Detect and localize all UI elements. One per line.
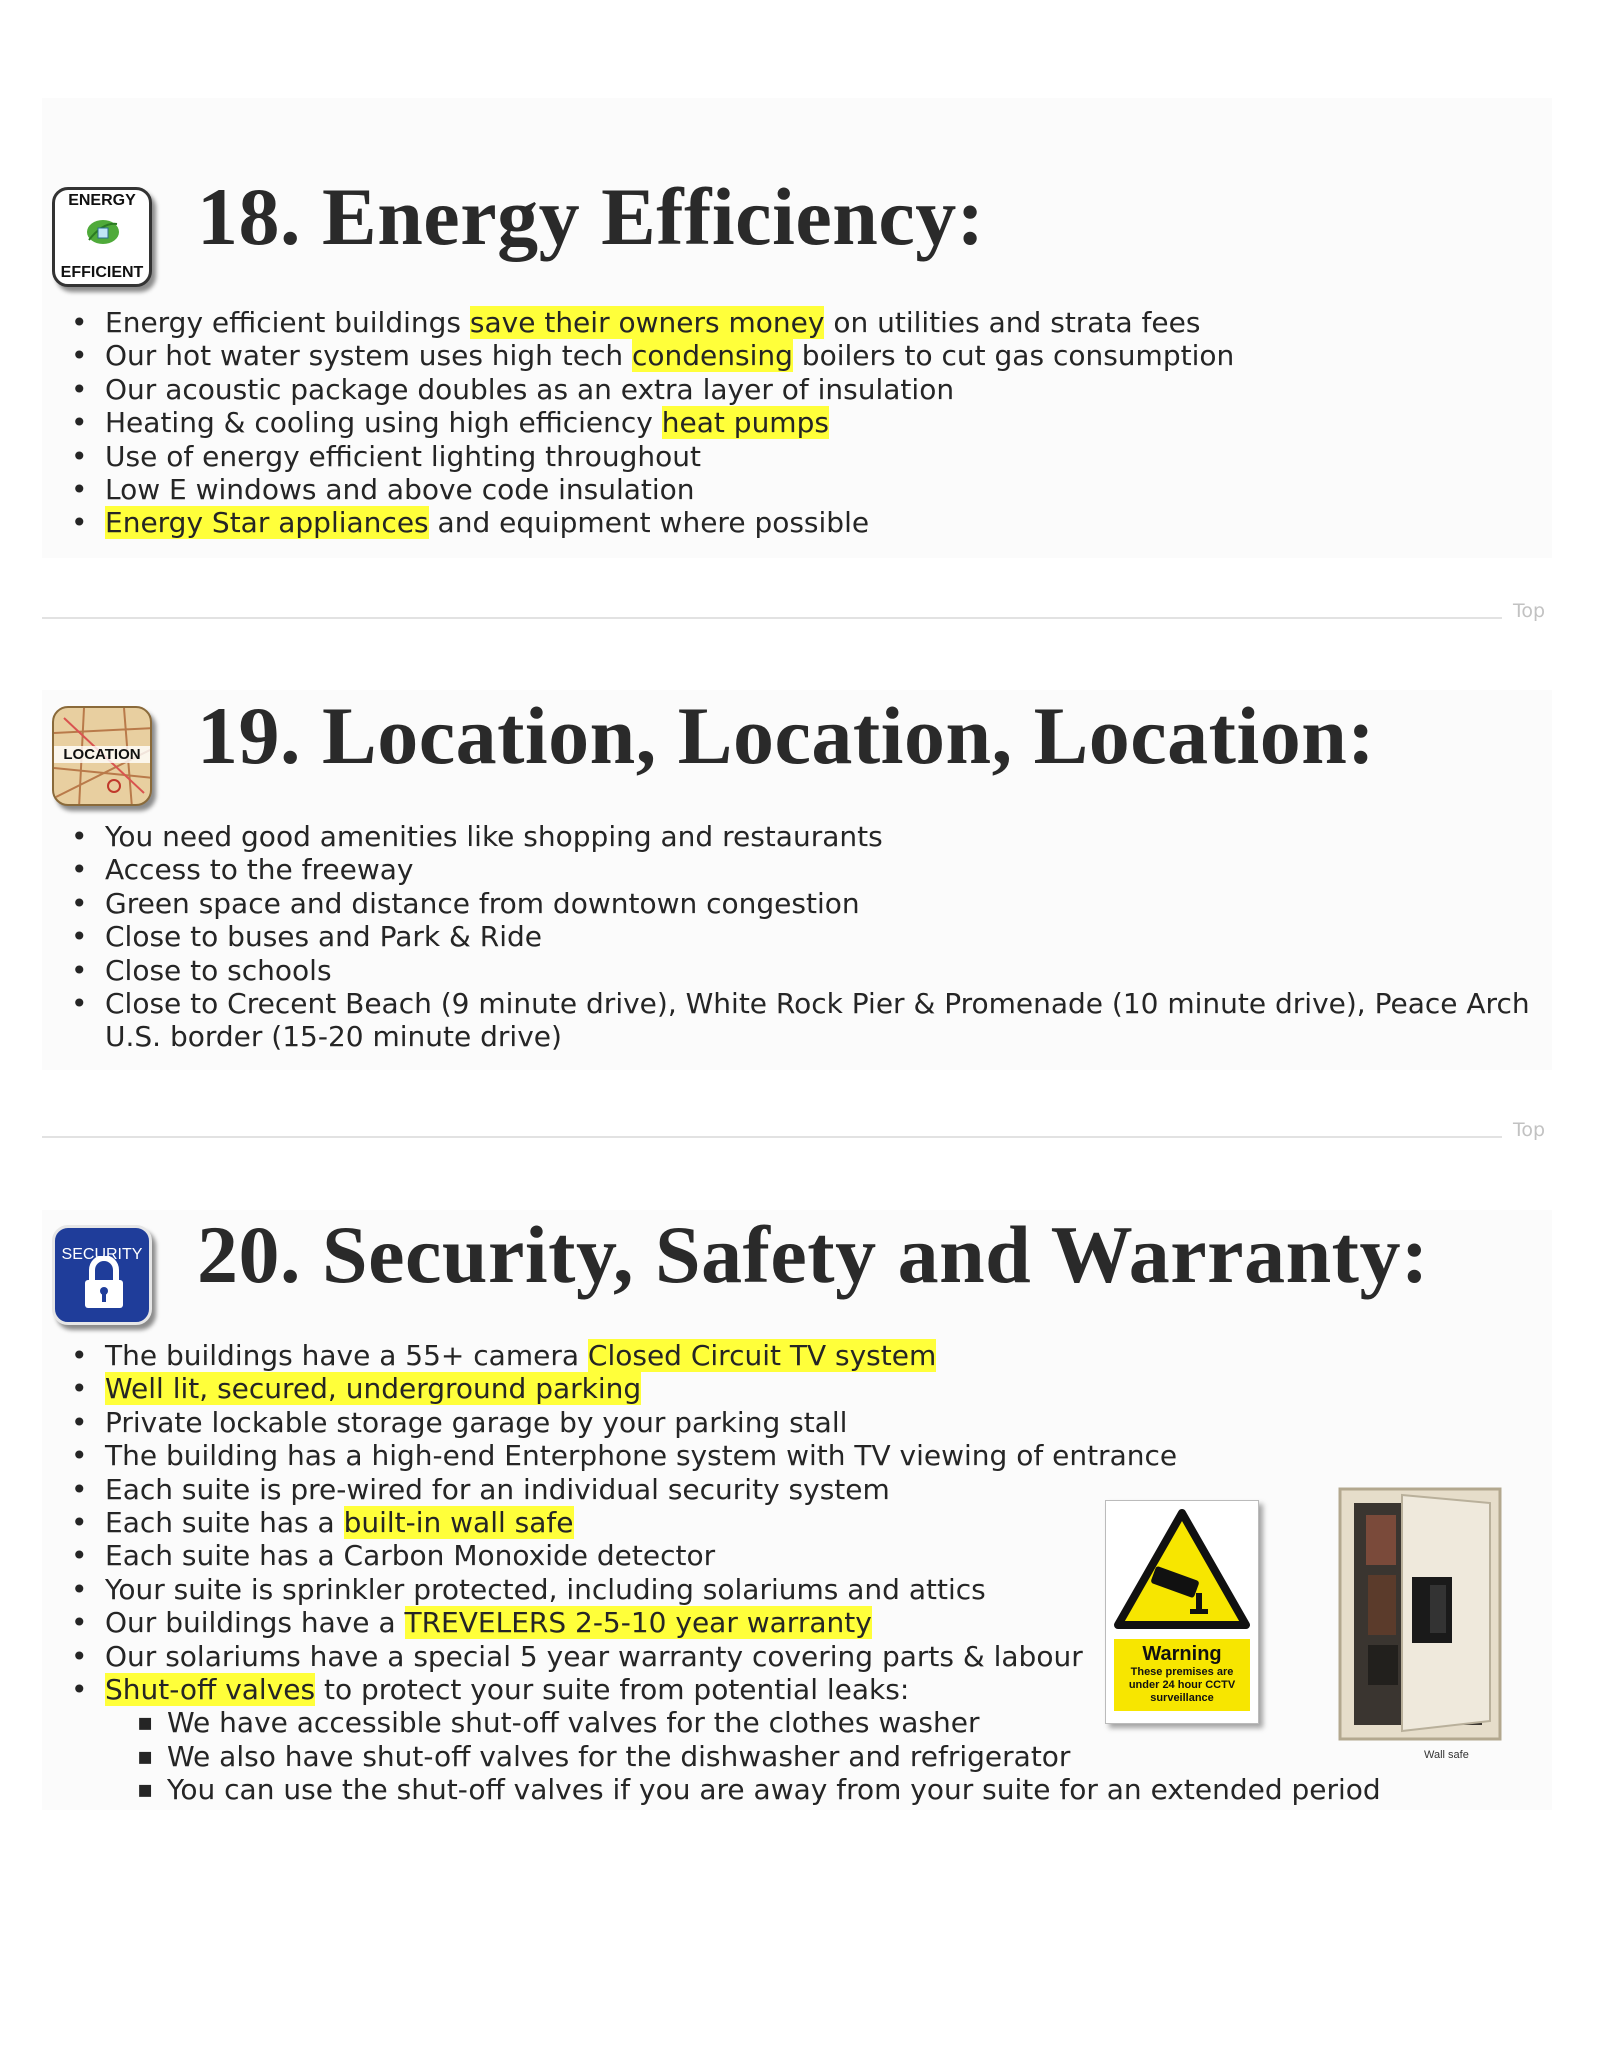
bullet-list xyxy=(42,306,1552,540)
bullet-item xyxy=(105,887,1552,920)
section-security xyxy=(42,1210,1552,1810)
bullet-text: Our acoustic package doubles as an extra layer of insulation xyxy=(105,372,955,406)
bullet-text: to protect your suite from potential leaks: xyxy=(315,1673,910,1707)
highlighted-text: built-in wall safe xyxy=(343,1506,574,1540)
cctv-warning-sign xyxy=(1105,1500,1259,1724)
bullet-item xyxy=(105,853,1552,886)
bullet-list xyxy=(42,820,1552,1054)
bullet-text: Private lockable storage garage by your parking stall xyxy=(105,1405,848,1439)
bullet-text: on utilities and strata fees xyxy=(824,306,1201,339)
sub-bullet-item: ▪ We also have shut-off valves for the dishwasher and refrigerator xyxy=(167,1740,1552,1773)
security-lock-badge-icon xyxy=(52,1225,152,1325)
section-header xyxy=(42,98,1552,281)
highlighted-text: Closed Circuit TV system xyxy=(587,1339,937,1372)
bullet-item xyxy=(105,506,1552,539)
bullet-text: and equipment where possible xyxy=(428,506,870,540)
section-divider xyxy=(42,1136,1502,1138)
section-heading: 20. Security, Safety and Warranty: xyxy=(197,1209,1429,1300)
highlighted-text: Well lit, secured, underground parking xyxy=(105,1372,642,1406)
wall-safe-caption: Wall safe xyxy=(1424,1749,1469,1761)
bullet-text: Use of energy efficient lighting throughout xyxy=(105,439,702,473)
bullet-text: Access to the freeway xyxy=(105,853,414,887)
bullet-text: You need good amenities like shopping and restaurants xyxy=(105,820,883,853)
section-header xyxy=(42,1210,1552,1350)
highlighted-text: condensing xyxy=(632,339,793,373)
wall-safe-image xyxy=(1332,1485,1504,1743)
section-location xyxy=(42,690,1552,1070)
bullet-text: Each suite has a xyxy=(105,1506,344,1540)
bullet-text: The building has a high-end Enterphone system with TV viewing of entrance xyxy=(105,1439,1178,1473)
bullet-item xyxy=(105,406,1552,439)
bullet-text: Close to schools xyxy=(105,953,332,987)
bullet-item xyxy=(105,954,1552,987)
bullet-text: boilers to cut gas consumption xyxy=(792,339,1235,373)
highlighted-text: Shut-off valves xyxy=(105,1673,316,1707)
wall-safe-icon xyxy=(1332,1485,1504,1743)
energy-efficient-badge-icon xyxy=(52,187,152,287)
warning-body: These premises are under 24 hour CCTV surveillance xyxy=(1128,1666,1236,1704)
leaf-icon xyxy=(83,212,123,252)
bullet-text: Close to buses and Park & Ride xyxy=(105,920,542,954)
bullet-item xyxy=(105,987,1552,1054)
bullet-item xyxy=(105,820,1552,853)
location-map-badge-icon xyxy=(52,706,152,806)
badge-label: SECURITY xyxy=(61,1246,143,1263)
warning-triangle-icon xyxy=(1112,1507,1252,1632)
padlock-icon xyxy=(82,1256,126,1312)
top-link[interactable]: Top xyxy=(1513,1119,1546,1141)
top-link[interactable]: Top xyxy=(1513,600,1546,622)
bullet-text: Low E windows and above code insulation xyxy=(105,473,695,507)
bullet-text: Close to Crecent Beach (9 minute drive), White Rock Pier & Promenade (10 minute drive), Peace Arch U.S. border (15-20 minute drive) xyxy=(105,987,1530,1054)
bullet-text: Our solariums have a special 5 year warranty covering parts & labour xyxy=(105,1639,1083,1673)
highlighted-text: Energy Star appliances xyxy=(105,506,429,540)
warning-title: Warning xyxy=(1142,1643,1222,1665)
section-heading: 18. Energy Efficiency: xyxy=(197,171,985,262)
bullet-text: Our hot water system uses high tech xyxy=(105,339,632,373)
bullet-text: Our buildings have a xyxy=(105,1606,405,1640)
highlighted-text: heat pumps xyxy=(661,406,829,440)
bullet-item xyxy=(105,473,1552,506)
bullet-text: The buildings have a 55+ camera xyxy=(105,1339,588,1372)
bullet-item xyxy=(105,920,1552,953)
bullet-text: Each suite has a Carbon Monoxide detector xyxy=(105,1539,716,1573)
bullet-item xyxy=(105,1339,1552,1372)
sub-bullet-item: ▪ You can use the shut-off valves if you are away from your suite for an extended period xyxy=(167,1773,1552,1806)
highlighted-text: TREVELERS 2-5-10 year warranty xyxy=(404,1606,872,1640)
bullet-text: Energy efficient buildings xyxy=(105,306,470,339)
warning-text-box xyxy=(1114,1639,1250,1711)
badge-label: LOCATION xyxy=(54,746,150,763)
bullet-item xyxy=(105,1372,1552,1405)
section-header xyxy=(42,690,1552,830)
bullet-text: Your suite is sprinkler protected, including solariums and attics xyxy=(105,1572,986,1606)
section-divider xyxy=(42,617,1502,619)
bullet-item xyxy=(105,1439,1552,1472)
bullet-text: Heating & cooling using high efficiency xyxy=(105,406,662,440)
bullet-item xyxy=(105,339,1552,372)
badge-label-top: ENERGY xyxy=(68,192,136,209)
bullet-text: Green space and distance from downtown congestion xyxy=(105,886,860,920)
bullet-item xyxy=(105,306,1552,339)
highlighted-text: save their owners money xyxy=(469,306,825,339)
section-energy-efficiency xyxy=(42,98,1552,558)
bullet-item xyxy=(105,373,1552,406)
bullet-list xyxy=(42,1339,1552,1807)
badge-label-bottom: EFFICIENT xyxy=(60,264,144,281)
bullet-item xyxy=(105,440,1552,473)
sub-bullet-item: ▪ We have accessible shut-off valves for the clothes washer xyxy=(167,1706,1552,1739)
bullet-item xyxy=(105,1406,1552,1439)
bullet-text: Each suite is pre-wired for an individual security system xyxy=(105,1472,890,1506)
section-heading: 19. Location, Location, Location: xyxy=(197,690,1376,781)
